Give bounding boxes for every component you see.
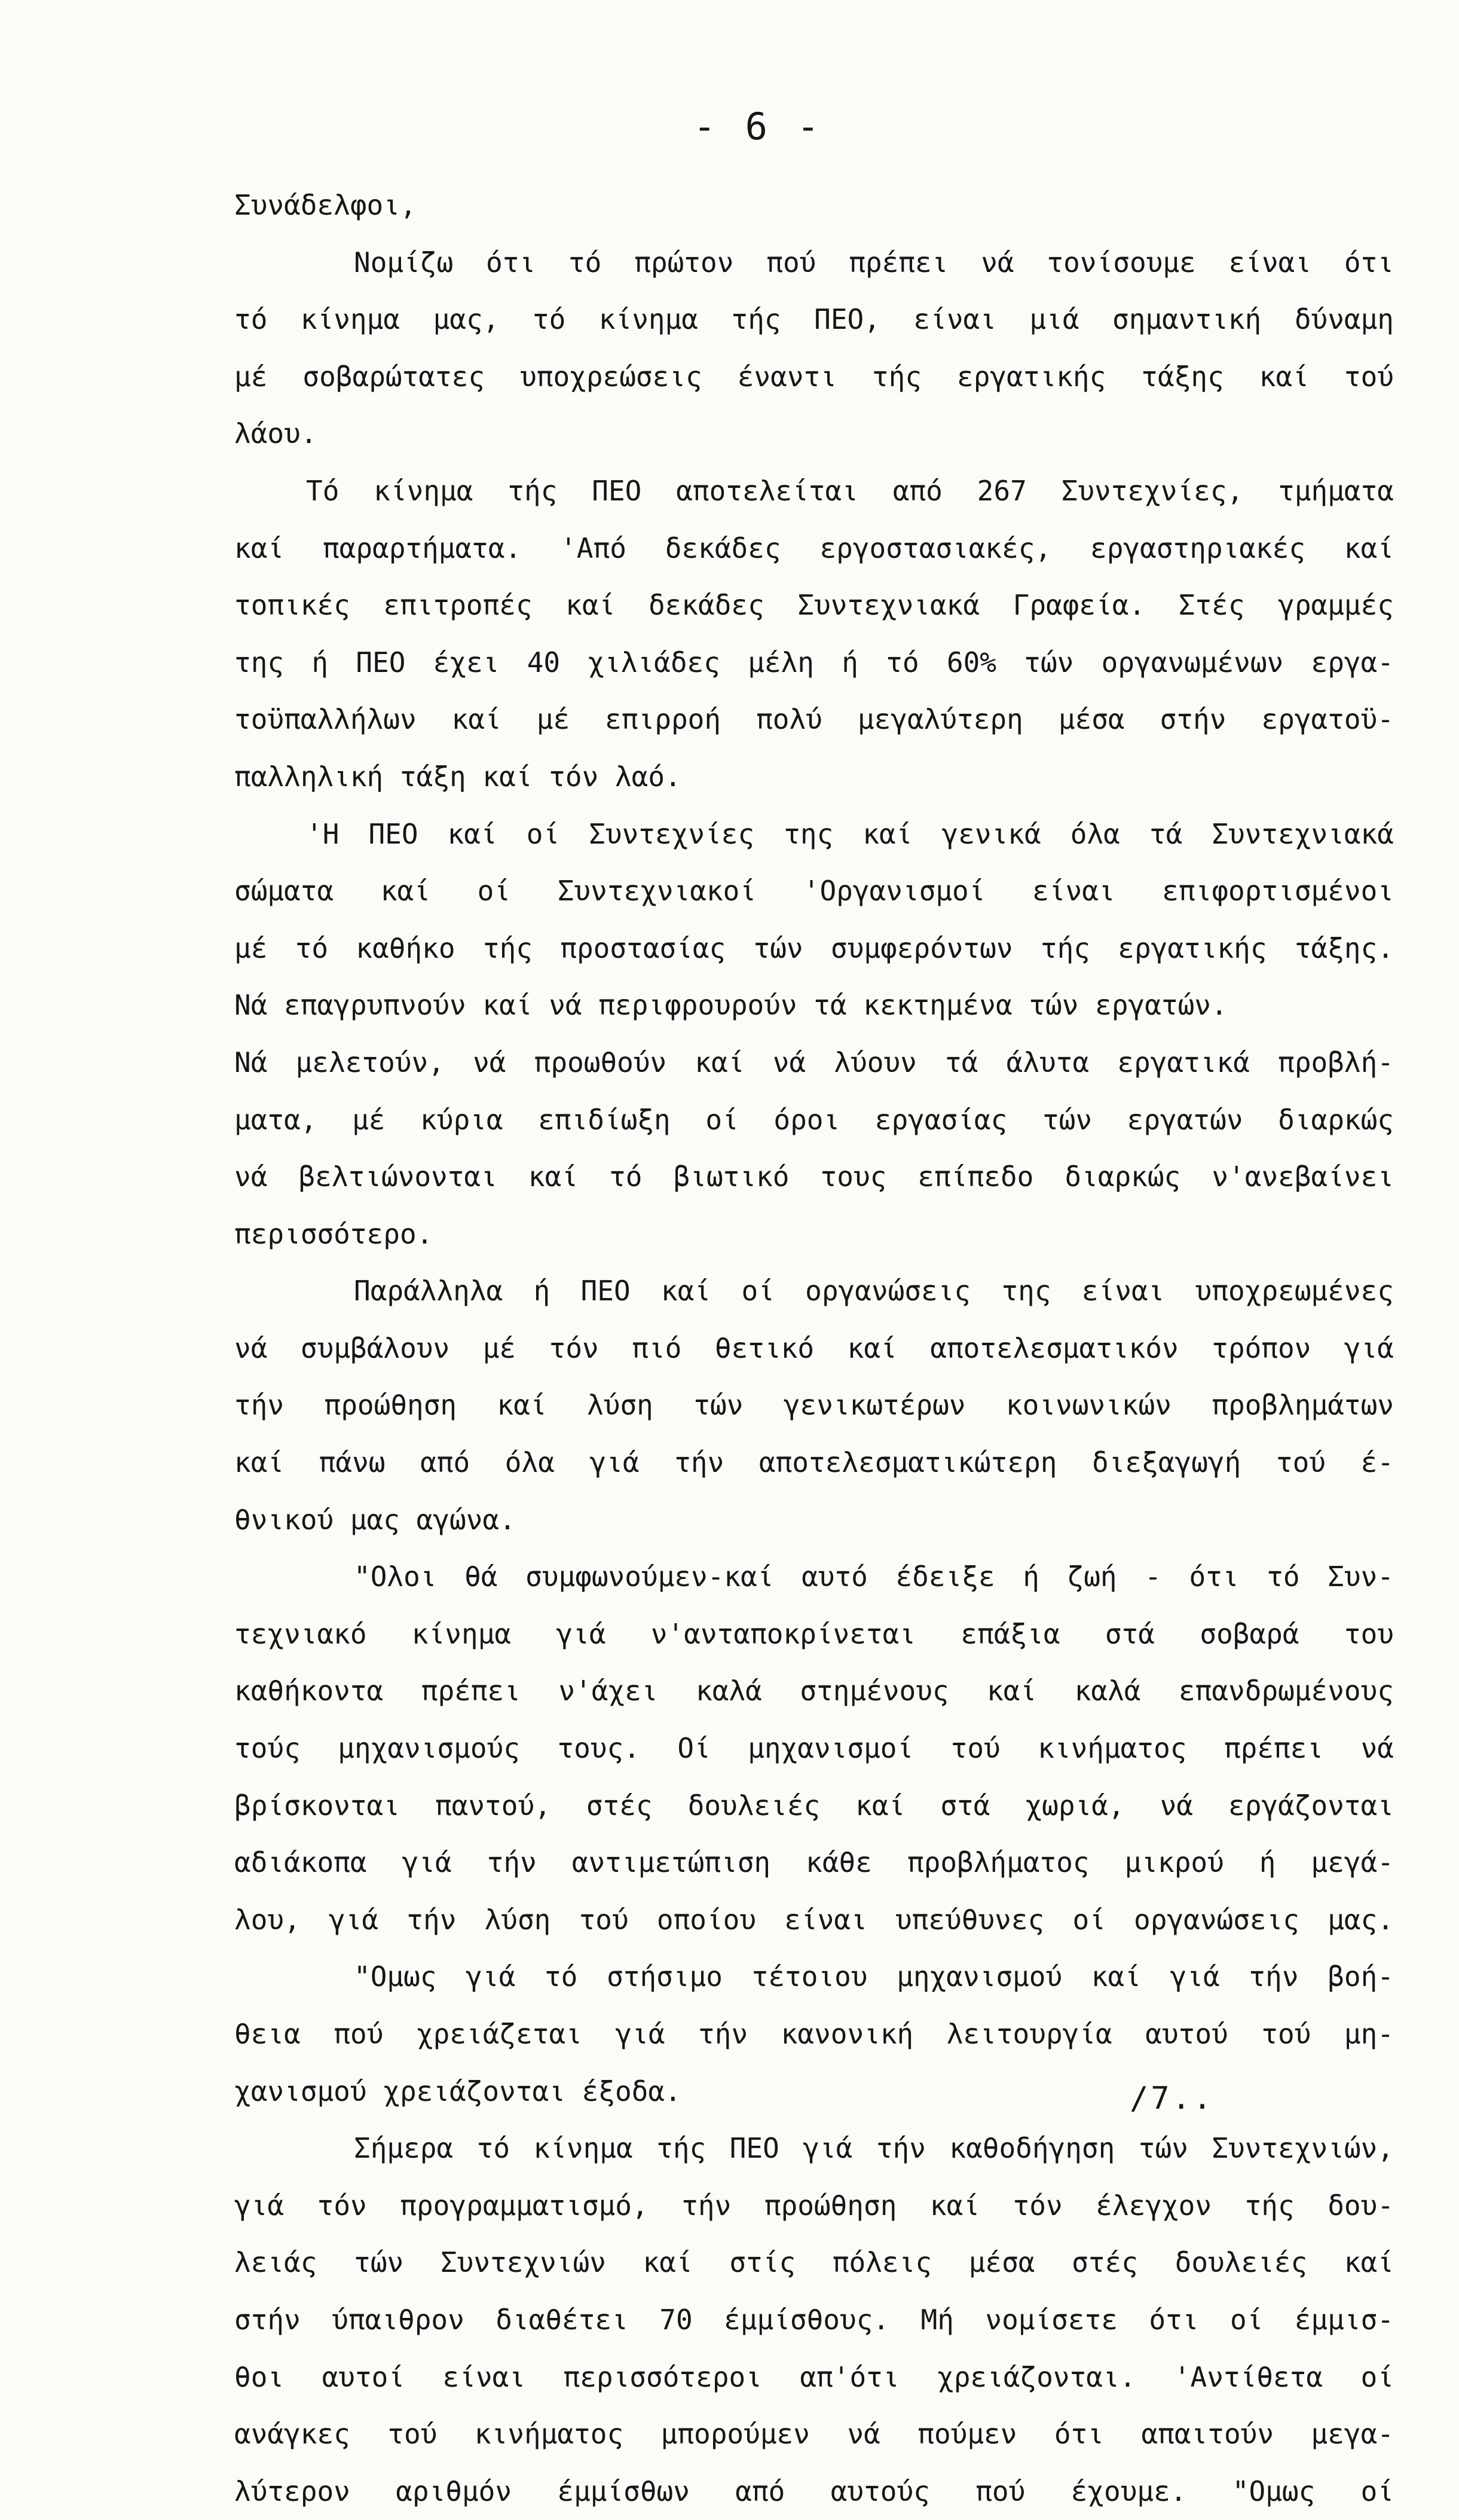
text-line: καί πάνω από όλα γιά τήν αποτελεσματικώτερη διεξαγωγή τού έ-	[234, 1446, 1394, 1479]
text-line: χανισμού χρειάζονται έξοδα.	[234, 2075, 681, 2107]
continuation-mark: /7..	[1130, 2081, 1215, 2116]
text-line: "Ομως γιά τό στήσιμο τέτοιου μηχανισμού καί γιά τήν βοή-	[354, 1960, 1394, 1993]
text-line: ματα, μέ κύρια επιδίωξη οί όροι εργασίας τών εργατών διαρκώς	[234, 1103, 1394, 1136]
text-line: ανάγκες τού κινήματος μπορούμεν νά πούμεν ότι απαιτούν μεγα-	[234, 2418, 1394, 2451]
text-line: τούς μηχανισμούς τους. Οί μηχανισμοί τού κινήματος πρέπει νά	[234, 1732, 1394, 1765]
text-line: στήν ύπαιθρον διαθέτει 70 έμμίσθους. Μή νομίσετε ότι οί έμμισ-	[234, 2303, 1394, 2336]
text-line: τοπικές επιτροπές καί δεκάδες Συντεχνιακά Γραφεία. Στές γραμμές	[234, 589, 1394, 622]
text-line: καθήκοντα πρέπει ν'άχει καλά στημένους καί καλά επανδρωμένους	[234, 1675, 1394, 1708]
text-line: θνικού μας αγώνα.	[234, 1503, 516, 1536]
text-line: Νομίζω ότι τό πρώτον πού πρέπει νά τονίσουμε είναι ότι	[354, 246, 1394, 279]
text-line: "Ολοι θά συμφωνούμεν-καί αυτό έδειξε ή ζωή - ότι τό Συν-	[354, 1560, 1394, 1593]
text-line: τήν προώθηση καί λύση τών γενικωτέρων κοινωνικών προβλημάτων	[234, 1389, 1394, 1422]
text-line: καί παραρτήματα. 'Από δεκάδες εργοστασιακές, εργαστηριακές καί	[234, 532, 1394, 564]
text-line: νά συμβάλουν μέ τόν πιό θετικό καί αποτελεσματικόν τρόπον γιά	[234, 1331, 1394, 1364]
text-line: 'Η ΠΕΟ καί οί Συντεχνίες της καί γενικά όλα τά Συντεχνιακά	[306, 817, 1394, 850]
text-line: Τό κίνημα τής ΠΕΟ αποτελείται από 267 Συντεχνίες, τμήματα	[306, 474, 1394, 507]
text-line: θοι αυτοί είναι περισσότεροι απ'ότι χρειάζονται. 'Αντίθετα οί	[234, 2360, 1394, 2393]
text-line: βρίσκονται παντού, στές δουλειές καί στά χωριά, νά εργάζονται	[234, 1789, 1394, 1822]
text-line: παλληλική τάξη καί τόν λαό.	[234, 760, 681, 793]
page-number: - 6 -	[693, 105, 823, 148]
text-line: της ή ΠΕΟ έχει 40 χιλιάδες μέλη ή τό 60% τών οργανωμένων εργα-	[234, 646, 1394, 679]
text-line: λύτερον αριθμόν έμμίσθων από αυτούς πού έχουμε. "Ομως οί	[234, 2475, 1394, 2507]
text-line: νά βελτιώνονται καί τό βιωτικό τους επίπεδο διαρκώς ν'ανεβαίνει	[234, 1160, 1394, 1193]
text-line: σώματα καί οί Συντεχνιακοί 'Οργανισμοί είναι επιφορτισμένοι	[234, 875, 1394, 908]
text-line: Νά μελετούν, νά προωθούν καί νά λύουν τά άλυτα εργατικά προβλή-	[234, 1046, 1394, 1079]
text-line: τοϋπαλλήλων καί μέ επιρροή πολύ μεγαλύτερη μέσα στήν εργατοϋ-	[234, 703, 1394, 736]
text-line: Παράλληλα ή ΠΕΟ καί οί οργανώσεις της είναι υποχρεωμένες	[354, 1275, 1394, 1308]
text-line: λάου.	[234, 417, 317, 450]
body-text	[234, 177, 1394, 2520]
text-line: λου, γιά τήν λύση τού οποίου είναι υπεύθυνες οί οργανώσεις μας.	[234, 1903, 1394, 1936]
salutation: Συνάδελφοι,	[234, 189, 417, 221]
text-line: μέ τό καθήκο τής προστασίας τών συμφερόντων τής εργατικής τάξης.	[234, 931, 1394, 964]
text-line: μέ σοβαρώτατες υποχρεώσεις έναντι τής εργατικής τάξης καί τού	[234, 360, 1394, 393]
text-line: τεχνιακό κίνημα γιά ν'ανταποκρίνεται επάξια στά σοβαρά του	[234, 1617, 1394, 1650]
text-line: Σήμερα τό κίνημα τής ΠΕΟ γιά τήν καθοδήγηση τών Συντεχνιών,	[354, 2132, 1394, 2165]
text-line: τό κίνημα μας, τό κίνημα τής ΠΕΟ, είναι μιά σημαντική δύναμη	[234, 303, 1394, 336]
text-line: γιά τόν προγραμματισμό, τήν προώθηση καί τόν έλεγχον τής δου-	[234, 2189, 1394, 2222]
text-line: περισσότερο.	[234, 1217, 433, 1250]
text-line: Νά επαγρυπνούν καί νά περιφρουρούν τά κεκτημένα τών εργατών.	[234, 989, 1228, 1022]
text-line: αδιάκοπα γιά τήν αντιμετώπιση κάθε προβλήματος μικρού ή μεγά-	[234, 1846, 1394, 1879]
text-line: θεια πού χρειάζεται γιά τήν κανονική λειτουργία αυτού τού μη-	[234, 2018, 1394, 2050]
text-line: λειάς τών Συντεχνιών καί στίς πόλεις μέσα στές δουλειές καί	[234, 2246, 1394, 2279]
